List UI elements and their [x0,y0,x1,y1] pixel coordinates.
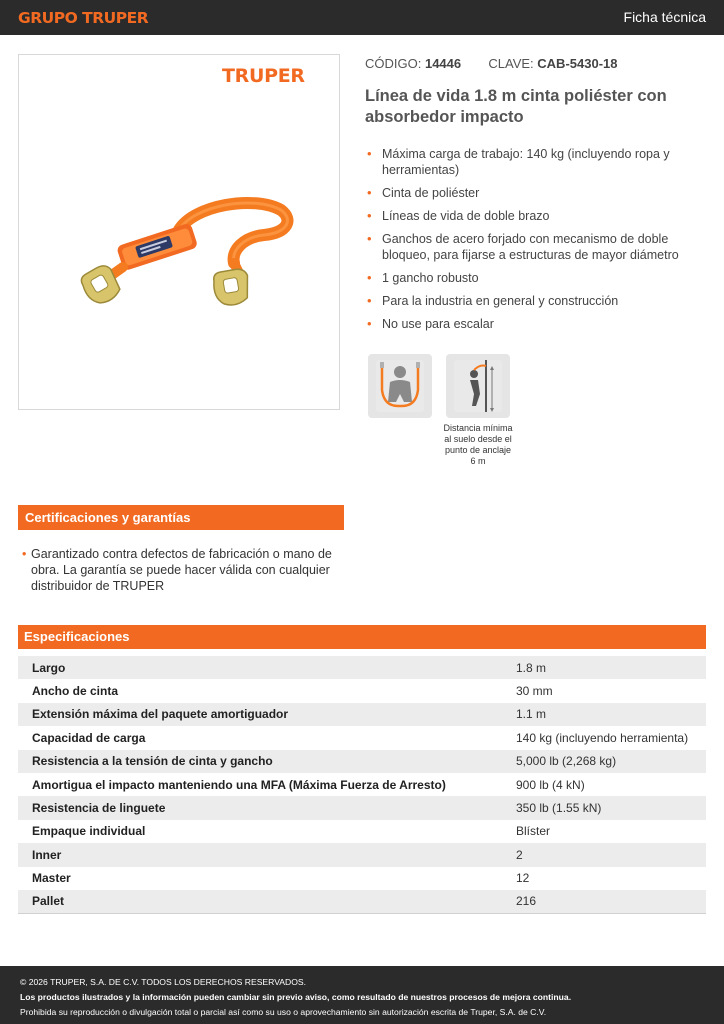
harness-user-icon [368,354,432,418]
spec-label: Master [18,867,516,890]
spec-value: 12 [516,867,706,890]
key-label: CLAVE: [488,56,534,71]
table-row [18,750,706,773]
spec-value: 216 [516,890,706,913]
code-value: 14446 [424,56,462,71]
feature-list [365,146,705,339]
pictogram-caption: Distancia mínima al suelo desde el punto de anclaje 6 m [443,423,513,466]
warranty-text: Garantizado contra defectos de fabricación o mano de obra. La garantía se puede hacer válida con cualquier distribuidor de TRUPER [31,547,332,593]
product-image [18,54,340,410]
anchor-distance-icon [446,354,510,418]
table-row [18,726,706,749]
feature-item: • Para la industria en general y construcción [365,293,705,309]
feature-item: • Cinta de poliéster [365,185,705,201]
feature-item: • No use para escalar [365,316,705,332]
spec-value: 5,000 lb (2,268 kg) [516,750,706,773]
table-row [18,843,706,866]
table-row [18,890,706,913]
spec-value: 2 [516,843,706,866]
spec-value: 1.8 m [516,656,706,679]
table-row [18,820,706,843]
spec-value: 350 lb (1.55 kN) [516,796,706,819]
certifications-heading: Certificaciones y garantías [18,505,344,530]
spec-label: Extensión máxima del paquete amortiguador [18,703,516,726]
spec-label: Ancho de cinta [18,679,516,702]
brand-logo: GRUPO TRUPER [18,9,149,27]
top-bar [0,0,724,35]
spec-label: Amortigua el impacto manteniendo una MFA (Máxima Fuerza de Arresto) [18,773,516,796]
feature-item: • 1 gancho robusto [365,270,705,286]
specifications-table [18,656,706,914]
spec-value: Blíster [516,820,706,843]
spec-label: Pallet [18,890,516,913]
key-value: CAB-5430-18 [537,56,618,71]
specifications-heading: Especificaciones [18,625,706,649]
product-codes [365,56,617,71]
certifications-text [22,546,340,594]
spec-value: 1.1 m [516,703,706,726]
table-row [18,679,706,702]
spec-value: 140 kg (incluyendo herramienta) [516,726,706,749]
footer-copyright: © 2026 TRUPER, S.A. DE C.V. TODOS LOS DERECHOS RESERVADOS. [20,977,307,987]
lanyard-illustration [19,55,341,411]
spec-value: 30 mm [516,679,706,702]
spec-label: Empaque individual [18,820,516,843]
table-row [18,796,706,819]
code-label: CÓDIGO: [365,56,422,71]
footer-notice: Los productos ilustrados y la información pueden cambiar sin previo aviso, como resultado de nuestros procesos de mejora continua. [20,992,572,1002]
spec-label: Largo [18,656,516,679]
feature-item: • Máxima carga de trabajo: 140 kg (incluyendo ropa y herramientas) [365,146,705,178]
bullet-icon: • [22,547,27,561]
spec-label: Resistencia de linguete [18,796,516,819]
feature-item: • Líneas de vida de doble brazo [365,208,705,224]
spec-label: Inner [18,843,516,866]
table-row [18,773,706,796]
spec-value: 900 lb (4 kN) [516,773,706,796]
table-row [18,656,706,679]
spec-label: Resistencia a la tensión de cinta y gancho [18,750,516,773]
product-title: Línea de vida 1.8 m cinta poliéster con absorbedor impacto [365,87,667,126]
sheet-type-label: Ficha técnica [623,9,706,25]
spec-label: Capacidad de carga [18,726,516,749]
footer [0,966,724,1024]
table-row [18,867,706,890]
truper-logo: TRUPER [222,65,305,87]
table-row [18,703,706,726]
footer-legal: Prohibida su reproducción o divulgación total o parcial así como su uso o aprovechamiento sin autorización escrita de Truper, S.A. de C.V. [20,1007,547,1017]
feature-item: • Ganchos de acero forjado con mecanismo de doble bloqueo, para fijarse a estructuras de mayor diámetro [365,231,705,263]
